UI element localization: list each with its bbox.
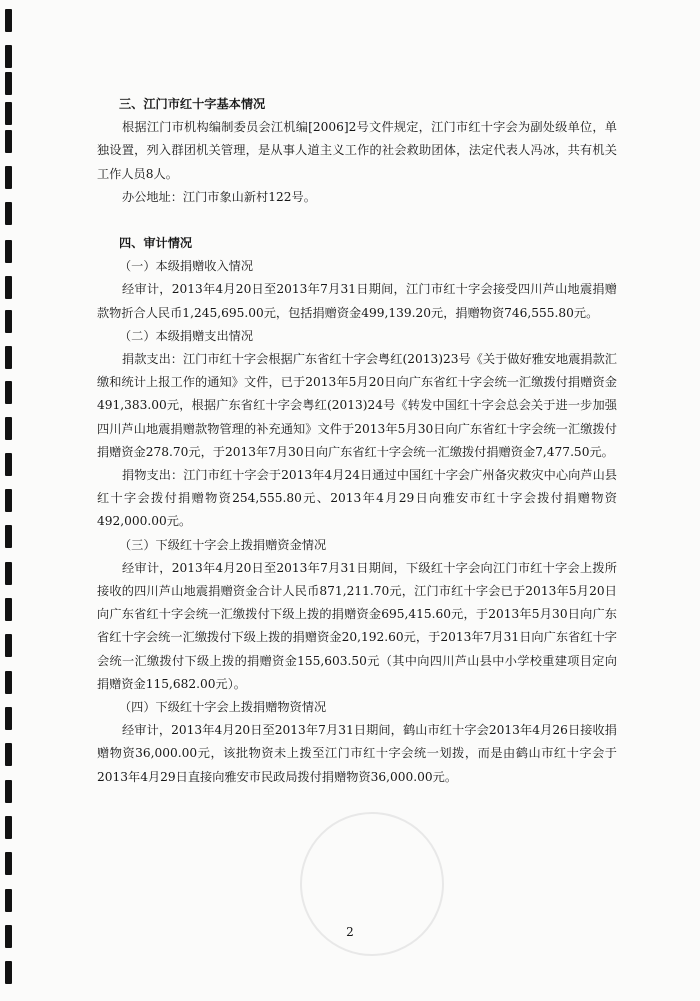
section-3-heading: 三、江门市红十字基本情况: [119, 97, 266, 111]
subsection-3-title: （三）下级红十字会上拨捐赠资金情况: [119, 537, 327, 552]
document-body: [97, 93, 617, 789]
subsection-4-text: 经审计，2013年4月20日至2013年7月31日期间，鹤山市红十字会2013年4月26日接收捐赠物资36,000.00元，该批物资未上拨至江门市红十字会统一划拨，而是由鹤山市红十字会于2013年4月29日直接向雅安市民政局拨付捐赠物资36,000.00元。: [97, 723, 617, 784]
subsection-4-title: （四）下级红十字会上拨捐赠物资情况: [119, 700, 327, 715]
subsection-2-cash-expense: 捐款支出：江门市红十字会根据广东省红十字会粤红(2013)23号《关于做好雅安地震捐款汇缴和统计上报工作的通知》文件，已于2013年5月20日向广东省红十字会统一汇缴拨付捐赠资金491,383.00元，根据广东省红十字会粤红(2013)24号《转发中国红十字会总会关于进一步加强四川芦山地震捐赠款物管理的补充通知》文件于2013年5月30日向广东省红十字会统一汇缴拨付捐赠资金278.70元，于2013年7月30日向广东省红十字会统一汇缴拨付捐赠资金7,477.50元。: [97, 352, 617, 459]
binding-holes: [0, 0, 20, 1001]
office-address: 办公地址：江门市象山新村122号。: [122, 189, 316, 204]
subsection-1-text: 经审计，2013年4月20日至2013年7月31日期间，江门市红十字会接受四川芦山地震捐赠款物折合人民币1,245,695.00元，包括捐赠资金499,139.20元，捐赠物资746,555.80元。: [97, 282, 617, 320]
subsection-3-text: 经审计，2013年4月20日至2013年7月31日期间，下级红十字会向江门市红十字会上拨所接收的四川芦山地震捐赠资金合计人民币871,211.70元，江门市红十字会已于2013年5月20日向广东省红十字会统一汇缴拨付下级上拨的捐赠资金695,415.60元，于2013年5月30日向广东省红十字会统一汇缴拨付下级上拨的捐赠资金20,192.60元，于2013年7月31日向广东省红十字会统一汇缴拨付下级上拨的捐赠资金155,603.50元（其中向四川芦山县中小学校重建项目定向捐赠资金115,682.00元）。: [97, 560, 617, 691]
section-4-heading: 四、审计情况: [119, 236, 193, 251]
subsection-2-title: （二）本级捐赠支出情况: [119, 328, 254, 343]
subsection-1-title: （一）本级捐赠收入情况: [119, 259, 254, 274]
section-3-paragraph: 根据江门市机构编制委员会江机编[2006]2号文件规定，江门市红十字会为副处级单位，单独设置，列入群团机关管理，是从事人道主义工作的社会救助团体，法定代表人冯冰，共有机关工作人员8人。: [97, 120, 617, 181]
page-number: 2: [346, 925, 354, 939]
faint-seal-stamp: [300, 812, 444, 956]
subsection-2-goods-expense: 捐物支出：江门市红十字会于2013年4月24日通过中国红十字会广州备灾救灾中心向芦山县红十字会拨付捐赠物资254,555.80元、2013年4月29日向雅安市红十字会拨付捐赠物资492,000.00元。: [97, 468, 617, 529]
